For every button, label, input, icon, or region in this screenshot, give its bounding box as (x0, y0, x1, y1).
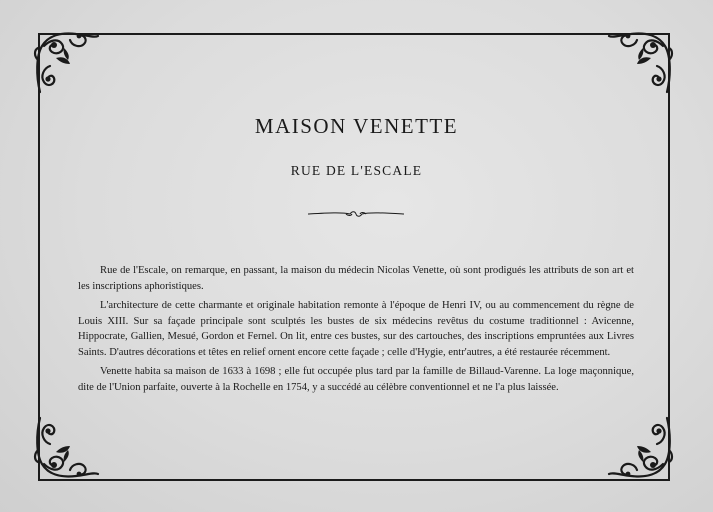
document-title: MAISON VENETTE (254, 114, 459, 138)
paragraph: Rue de l'Escale, on remarque, en passant, la maison du médecin Nicolas Venette, où sont prodigués les attributs de son art et les inscriptions aphoristiques. (78, 265, 634, 292)
paragraph: Venette habita sa maison de 1633 à 1698 ; elle fut occupée plus tard par la famille de Billaud-Varenne. La loge maçonnique, dite de l'Union parfaite, ouverte à la Rochelle en 1754, y a succédé au célèbre conventionnel et ne l'a plus laissée. (78, 366, 634, 393)
scroll-corner-icon (605, 26, 677, 98)
document-subtitle: RUE DE L'ESCALE (290, 163, 423, 178)
scroll-corner-icon (30, 26, 102, 98)
paragraph: L'architecture de cette charmante et originale habitation remonte à l'époque de Henri IV, ou au commencement du règne de Louis XIII. Sur sa façade principale sont sculptés les bustes de six médecins revêtus du costume traditionnel : Avicenne, Hippocrate, Gallien, Mesué, Gordon et Fernel. On lit, entre ces bustes, sur des cartouches, des inscriptions empruntées aux Livres Saints. D'autres décorations et têtes en relief ornent encore cette façade ; celle d'Hygie, entr'autres, a été restaurée récemment. (78, 300, 634, 358)
page-border-frame (38, 33, 670, 481)
scroll-corner-icon (605, 412, 677, 484)
scroll-corner-icon (30, 412, 102, 484)
flourish-divider-icon (306, 208, 406, 220)
body-text (78, 263, 634, 399)
